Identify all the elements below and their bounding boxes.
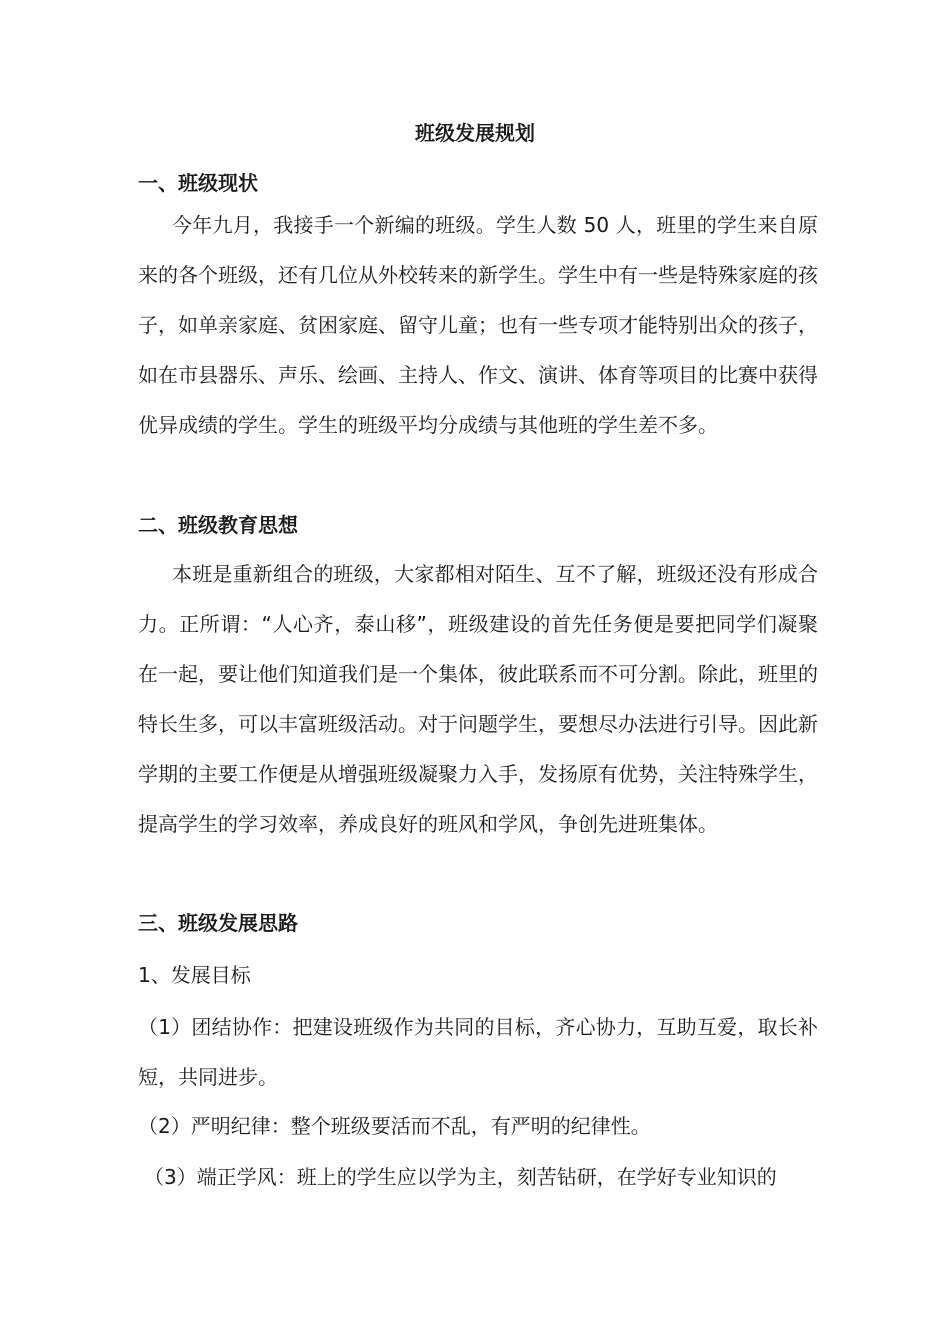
goal-item-discipline: （2）严明纪律：整个班级要活而不乱，有严明的纪律性。 <box>138 1114 651 1138</box>
document-title: 班级发展规划 <box>415 121 535 145</box>
paragraph-status: 今年九月，我接手一个新编的班级。学生人数 50 人，班里的学生来自原来的各个班级，还有几位从外校转来的新学生。学生中有一些是特殊家庭的孩子，如单亲家庭、贫困家庭、留守儿童；也有一些专项才能特别出众的孩子，如在市县器乐、声乐、绘画、主持人、作文、演讲、体育等项目的比赛中获得优异成绩的学生。学生的班级平均分成绩与其他班的学生差不多。 <box>138 213 818 437</box>
subheading-goals: 1、发展目标 <box>138 963 251 987</box>
paragraph-philosophy: 本班是重新组合的班级，大家都相对陌生、互不了解，班级还没有形成合力。正所谓：“人心齐，泰山移”，班级建设的首先任务便是要把同学们凝聚在一起，要让他们知道我们是一个集体，彼此联系而不可分割。除此，班里的特长生多，可以丰富班级活动。对于问题学生，要想尽办法进行引导。因此新学期的主要工作便是从增强班级凝聚力入手，发扬原有优势，关注特殊学生，提高学生的学习效率，养成良好的班风和学风，争创先进班集体。 <box>138 562 818 836</box>
goal-item-unity: （1）团结协作：把建设班级作为共同的目标，齐心协力，互助互爱，取长补短，共同进步。 <box>138 1015 818 1089</box>
section-heading-development: 三、班级发展思路 <box>138 911 298 935</box>
goal-item-study: （3）端正学风：班上的学生应以学为主，刻苦钻研，在学好专业知识的 <box>144 1165 777 1189</box>
section-heading-status: 一、班级现状 <box>138 171 258 195</box>
section-heading-philosophy: 二、班级教育思想 <box>138 513 298 537</box>
